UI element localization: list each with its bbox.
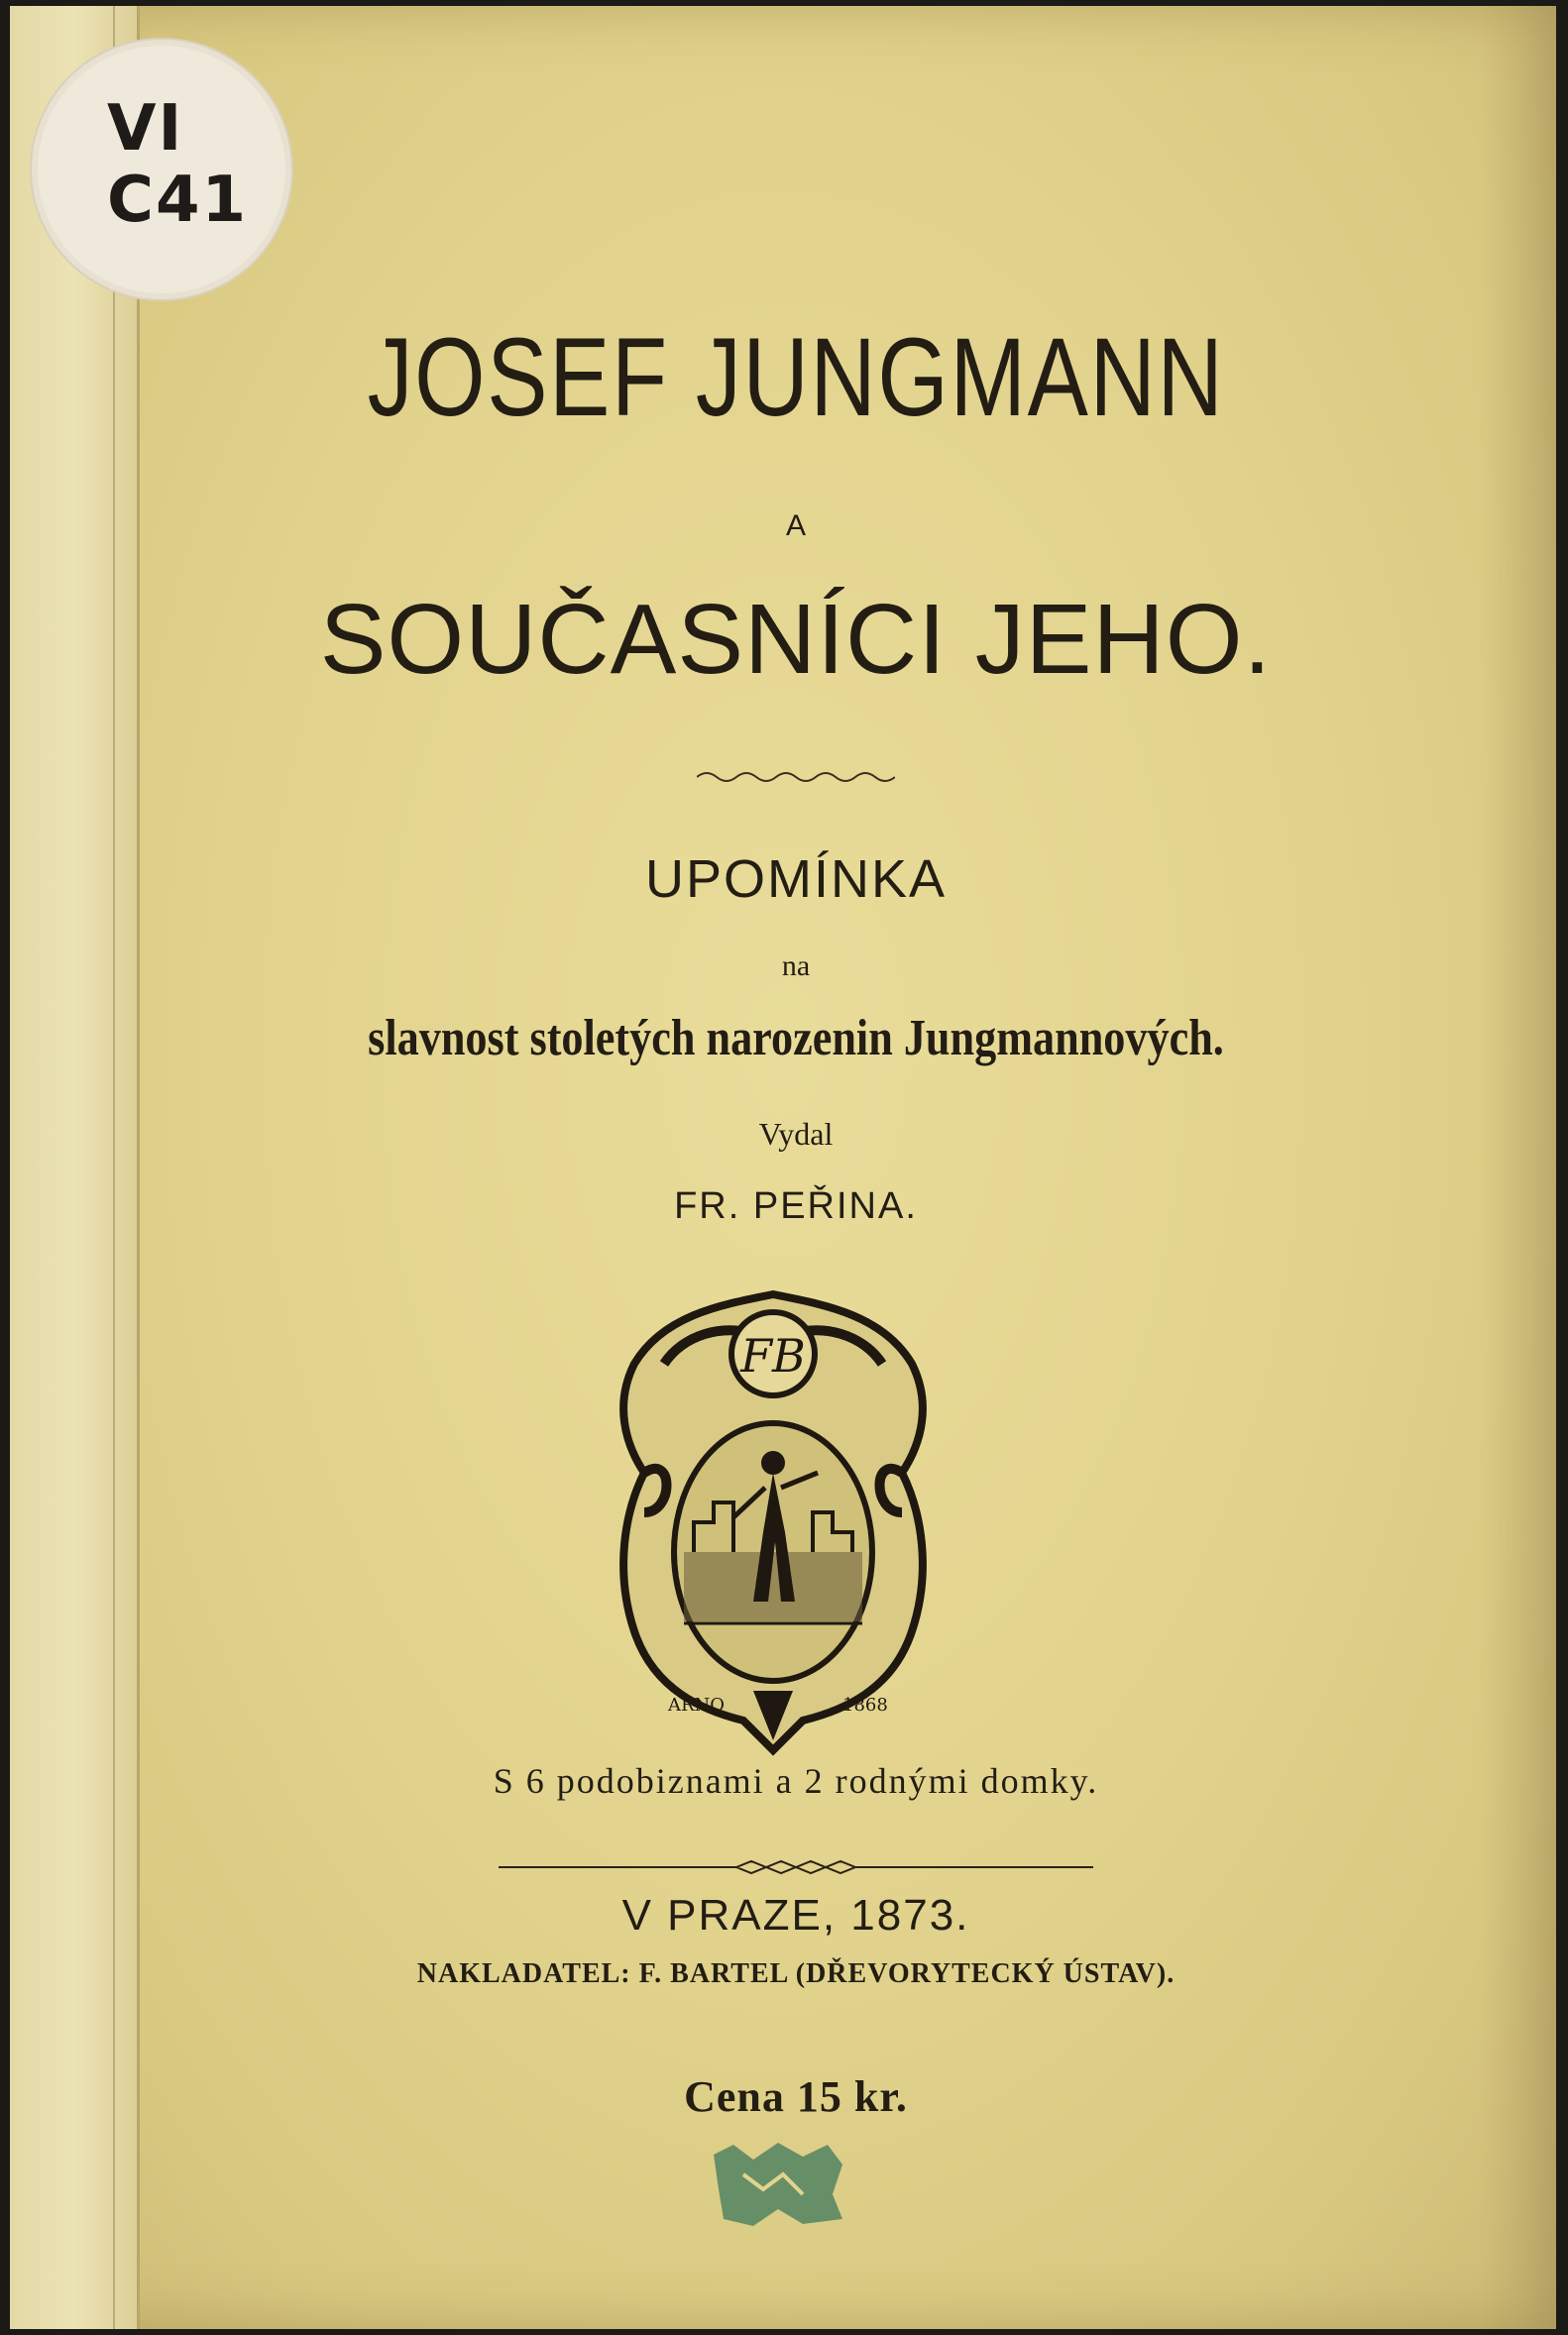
publisher-line: NAKLADATEL: F. BARTEL (DŘEVORYTECKÝ ÚSTAV). <box>416 1958 1176 1989</box>
description: slavnost stoletých narozenin Jungmannových. <box>368 1010 1224 1066</box>
library-label-sticker <box>38 46 285 293</box>
emblem-monogram: FB <box>740 1329 806 1383</box>
green-ink-stamp-icon <box>704 2135 852 2234</box>
publisher-emblem-icon <box>605 1275 942 1760</box>
title-line-1: JOSEF JUNGMANN <box>367 315 1225 439</box>
portraits-note: S 6 podobiznami a 2 rodnými domky. <box>493 1761 1099 1801</box>
published-by-label: Vydal <box>758 1116 834 1152</box>
emblem-motto-right: 1868 <box>842 1695 888 1716</box>
editor-name: FR. PEŘINA. <box>674 1185 918 1227</box>
sticker-line-2: C41 <box>107 164 249 237</box>
sticker-text <box>107 93 248 236</box>
wavy-ornament-divider <box>137 767 1455 792</box>
price: Cena 15 kr. <box>684 2072 908 2121</box>
spine-fold-line <box>113 6 115 2329</box>
sticker-line-1: VI <box>107 92 184 166</box>
title-line-2: SOUČASNÍCI JEHO. <box>319 584 1273 695</box>
worn-right-edge <box>1477 6 1556 2329</box>
subtitle: UPOMÍNKA <box>644 849 948 909</box>
book-cover <box>10 6 1556 2329</box>
place-year: V PRAZE, 1873. <box>621 1891 970 1940</box>
preposition-na: na <box>781 949 811 982</box>
spine-strip <box>10 6 140 2329</box>
emblem-motto-left: ARNO <box>668 1695 726 1716</box>
title-conjunction: A <box>785 509 806 542</box>
ornamental-rule <box>137 1857 1455 1882</box>
